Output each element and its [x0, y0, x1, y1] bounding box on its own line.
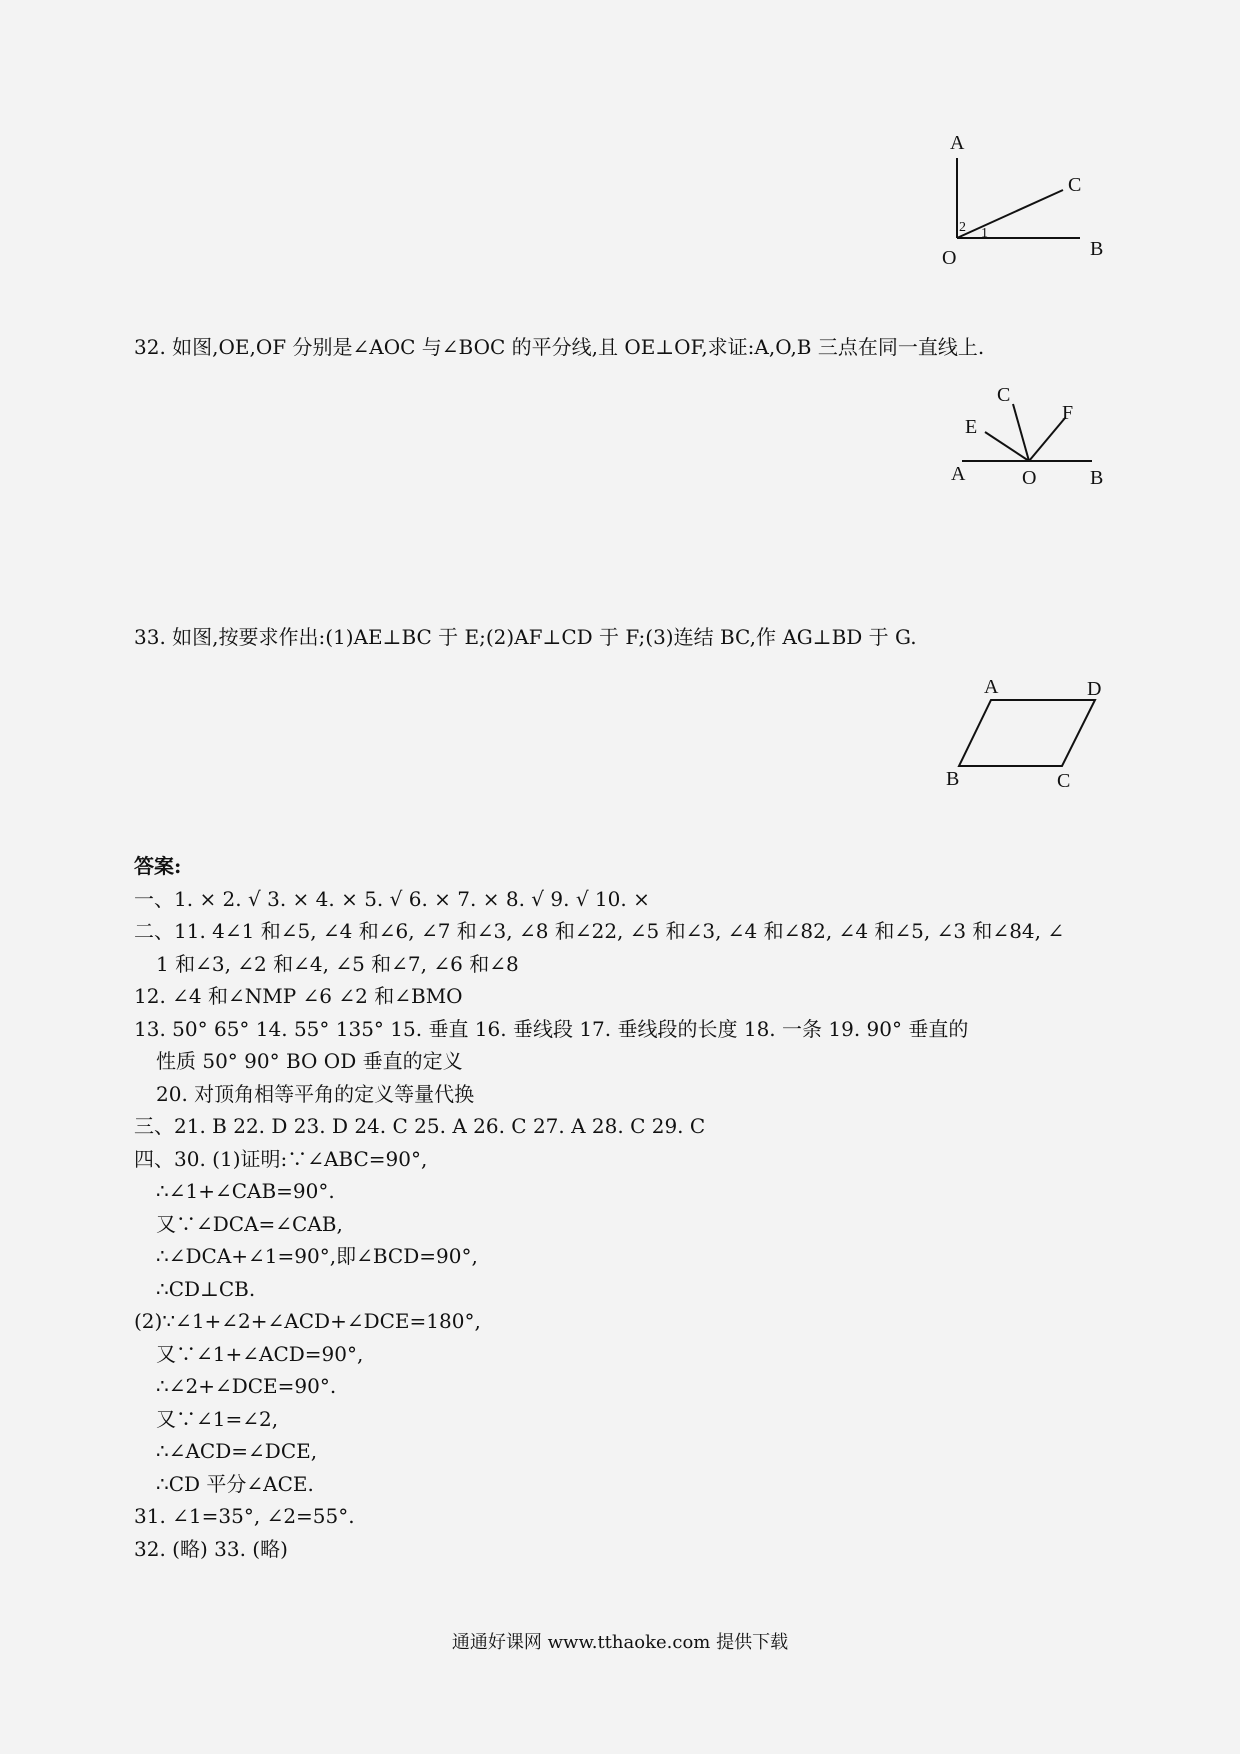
answer-q31: 31. ∠1=35°, ∠2=55°.	[134, 1504, 355, 1528]
proof-step: ∴CD⊥CB.	[156, 1276, 256, 1301]
label-c: C	[997, 384, 1011, 406]
label-f: F	[1062, 402, 1074, 424]
answer-part-1: 一、1. × 2. √ 3. × 4. × 5. √ 6. × 7. × 8. √ 9. √ 10. ×	[134, 886, 650, 911]
answers-section	[134, 850, 1134, 1565]
proof-step: 又∵∠1+∠ACD=90°,	[156, 1341, 364, 1366]
label-angle-1: 1	[981, 226, 988, 241]
label-b: B	[1090, 467, 1104, 489]
question-33: 33. 如图,按要求作出:(1)AE⊥BC 于 E;(2)AF⊥CD 于 F;(3)连结 BC,作 AG⊥BD 于 G.	[134, 625, 917, 649]
label-o: O	[942, 247, 957, 269]
figure-bisectors	[945, 382, 1125, 492]
label-angle-2: 2	[959, 220, 966, 235]
proof-step: ∴∠1+∠CAB=90°.	[156, 1179, 335, 1203]
figure-angle-aob	[930, 125, 1110, 275]
label-c: C	[1057, 770, 1071, 792]
answer-q13-19: 13. 50° 65° 14. 55° 135° 15. 垂直 16. 垂线段 17. 垂线段的长度 18. 一条 19. 90° 垂直的	[134, 1016, 969, 1041]
parallelogram-abcd	[959, 700, 1095, 766]
label-e: E	[965, 416, 978, 438]
label-c: C	[1068, 174, 1082, 196]
label-a: A	[951, 463, 966, 485]
answer-q11-cont: 1 和∠3, ∠2 和∠4, ∠5 和∠7, ∠6 和∠8	[156, 951, 519, 976]
answer-q20: 20. 对顶角相等平角的定义等量代换	[156, 1081, 475, 1106]
label-b: B	[946, 768, 960, 790]
proof-step: ∴∠DCA+∠1=90°,即∠BCD=90°,	[156, 1244, 478, 1268]
answer-part-3: 三、21. B 22. D 23. D 24. C 25. A 26. C 27. A 28. C 29. C	[134, 1114, 706, 1138]
answer-q12: 12. ∠4 和∠NMP ∠6 ∠2 和∠BMO	[134, 984, 463, 1008]
answers-heading: 答案:	[134, 854, 182, 878]
label-b: B	[1090, 238, 1104, 260]
ray-of	[1029, 418, 1065, 461]
answer-q19-cont: 性质 50° 90° BO OD 垂直的定义	[156, 1049, 463, 1073]
footer-source: 通通好课网 www.tthaoke.com 提供下载	[451, 1632, 789, 1653]
answer-q11: 二、11. 4∠1 和∠5, ∠4 和∠6, ∠7 和∠3, ∠8 和∠22, ∠5 和∠3, ∠4 和∠82, ∠4 和∠5, ∠3 和∠84, ∠	[134, 919, 1065, 943]
proof-step: 又∵∠1=∠2,	[156, 1406, 279, 1431]
answer-q30-1: 四、30. (1)证明:∵∠ABC=90°,	[134, 1146, 428, 1171]
question-32: 32. 如图,OE,OF 分别是∠AOC 与∠BOC 的平分线,且 OE⊥OF,求证:A,O,B 三点在同一直线上.	[134, 335, 985, 359]
label-o: O	[1022, 467, 1037, 489]
figure-parallelogram	[940, 670, 1120, 795]
answer-q32-33: 32. (略) 33. (略)	[134, 1536, 288, 1561]
answer-q30-2: (2)∵∠1+∠2+∠ACD+∠DCE=180°,	[134, 1309, 481, 1333]
label-a: A	[984, 676, 999, 698]
label-d: D	[1087, 678, 1102, 700]
proof-step: 又∵∠DCA=∠CAB,	[156, 1211, 343, 1236]
ray-oc	[957, 190, 1063, 238]
proof-step: ∴∠2+∠DCE=90°.	[156, 1374, 337, 1398]
label-a: A	[950, 132, 965, 154]
proof-step: ∴CD 平分∠ACE.	[156, 1471, 314, 1496]
proof-step: ∴∠ACD=∠DCE,	[156, 1439, 318, 1463]
